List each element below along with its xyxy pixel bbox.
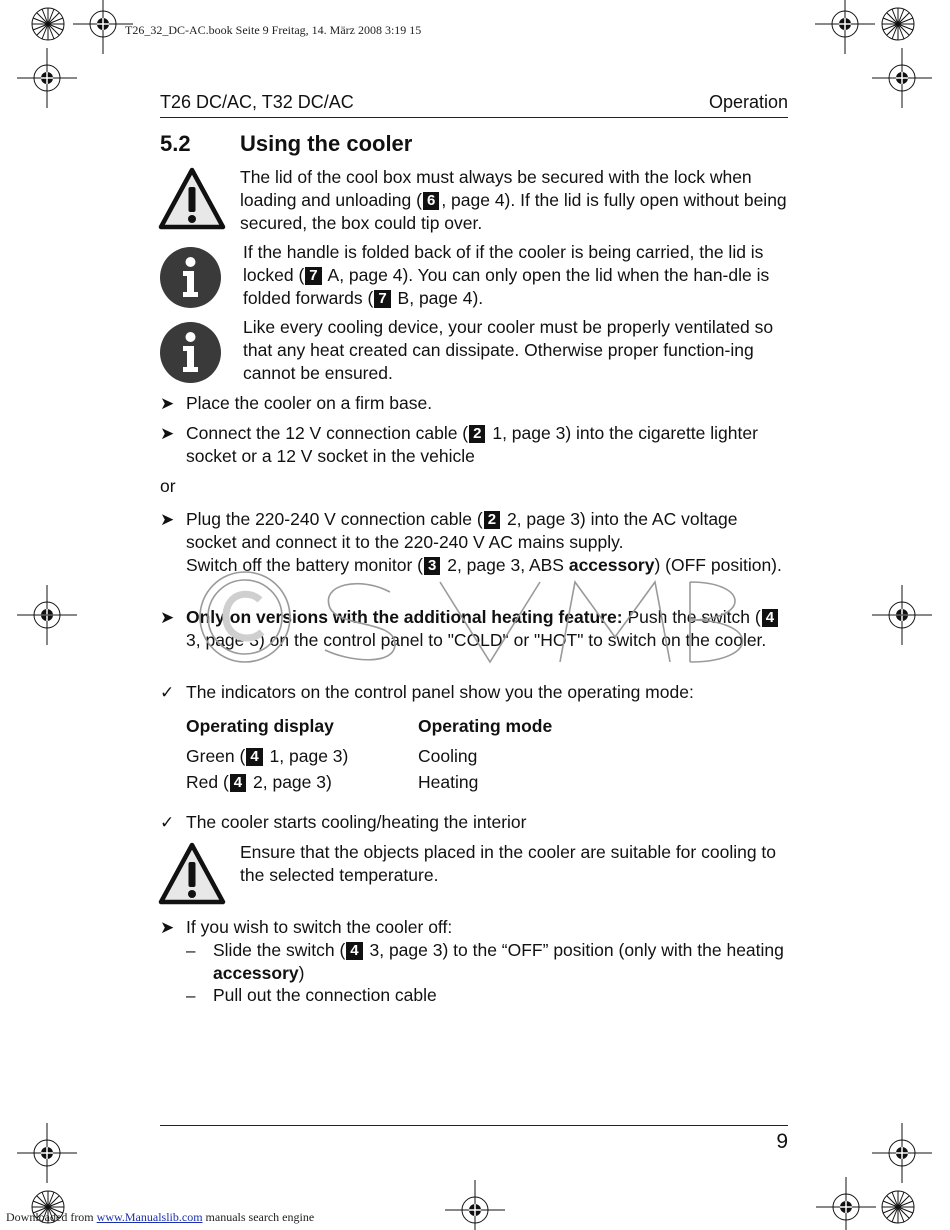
step-switch-off: If you wish to switch the cooler off: bbox=[186, 917, 453, 937]
running-header-section: Operation bbox=[708, 92, 788, 112]
page-number: 9 bbox=[776, 1130, 788, 1153]
figure-badge: 4 bbox=[346, 942, 362, 960]
figure-badge: 7 bbox=[374, 290, 390, 308]
download-footer: Downloaded from www.Manualslib.com manuals search engine bbox=[6, 1210, 315, 1224]
info-note-handle: If the handle is folded back of if the cooler is being carried, the lid is locked ( 7 A, page 4). You can only open the lid when the han-dle is folded forwards ( 7 B, page 4). bbox=[243, 242, 770, 308]
info-icon bbox=[159, 246, 222, 309]
substep-slide-switch: Slide the switch ( 4 3, page 3) to the “OFF” position (only with the heating accessory) bbox=[213, 940, 784, 983]
substep-pull-cable: Pull out the connection cable bbox=[213, 985, 437, 1005]
figure-badge: 3 bbox=[424, 557, 440, 575]
figure-badge: 2 bbox=[484, 511, 500, 529]
arrow-bullet-icon: ➤ bbox=[160, 394, 175, 413]
table-cell-display: Red ( 4 2, page 3) bbox=[186, 772, 332, 792]
print-info-line: T26_32_DC-AC.book Seite 9 Freitag, 14. März 2008 3:19 15 bbox=[125, 23, 422, 37]
result-cooling-starts: The cooler starts cooling/heating the interior bbox=[186, 812, 527, 832]
running-header-title: T26 DC/AC, T32 DC/AC bbox=[160, 92, 354, 112]
warning-note-lid: The lid of the cool box must always be secured with the lock when loading and unloading ( 6 , page 4). If the lid is fully open without being secured, the box could tip over. bbox=[240, 167, 787, 233]
or-label: or bbox=[160, 476, 176, 496]
warning-icon bbox=[158, 842, 226, 906]
table-cell-mode: Heating bbox=[418, 772, 479, 792]
table-header-mode: Operating mode bbox=[418, 716, 553, 736]
table-header-display: Operating display bbox=[186, 716, 334, 736]
dash-bullet-icon: – bbox=[186, 986, 196, 1005]
table-cell-mode: Cooling bbox=[418, 746, 478, 766]
step-heating-switch: Only on versions with the additional heating feature: Push the switch ( 4 3, page 3) on the control panel to "COLD" or "HOT" to switch on the cooler. bbox=[186, 606, 788, 652]
figure-badge: 6 bbox=[423, 192, 439, 210]
arrow-bullet-icon: ➤ bbox=[160, 608, 175, 627]
step-connect-12v: Connect the 12 V connection cable ( 2 1, page 3) into the cigarette lighter socket or a 12 V socket in the vehicle bbox=[186, 423, 758, 466]
warning-icon bbox=[158, 167, 226, 231]
info-icon bbox=[159, 321, 222, 384]
info-note-ventilation: Like every cooling device, your cooler must be properly ventilated so that any heat created can dissipate. Otherwise proper function-ing cannot be ensured. bbox=[243, 317, 774, 383]
section-number: 5.2 bbox=[160, 131, 191, 156]
figure-badge: 2 bbox=[469, 425, 485, 443]
header-rule bbox=[160, 117, 788, 118]
check-result-icon: ✓ bbox=[160, 813, 175, 832]
result-indicators: The indicators on the control panel show you the operating mode: bbox=[186, 682, 694, 702]
check-result-icon: ✓ bbox=[160, 683, 175, 702]
step-place-cooler: Place the cooler on a firm base. bbox=[186, 393, 433, 413]
section-title: Using the cooler bbox=[240, 131, 413, 156]
step-connect-ac: Plug the 220-240 V connection cable ( 2 2, page 3) into the AC voltage socket and connect it to the 220-240 V AC mains supply. Switch off the battery monitor ( 3 2, page 3, ABS accessory) (OFF position). bbox=[186, 509, 782, 575]
arrow-bullet-icon: ➤ bbox=[160, 424, 175, 443]
warning-note-objects: Ensure that the objects placed in the cooler are suitable for cooling to the selected temperature. bbox=[240, 842, 777, 885]
footer-rule bbox=[160, 1125, 788, 1126]
figure-badge: 4 bbox=[246, 748, 262, 766]
manualslib-link[interactable]: www.Manualslib.com bbox=[96, 1210, 203, 1224]
table-cell-display: Green ( 4 1, page 3) bbox=[186, 746, 349, 766]
figure-badge: 4 bbox=[230, 774, 246, 792]
arrow-bullet-icon: ➤ bbox=[160, 918, 175, 937]
arrow-bullet-icon: ➤ bbox=[160, 510, 175, 529]
dash-bullet-icon: – bbox=[186, 941, 196, 960]
figure-badge: 7 bbox=[305, 267, 321, 285]
figure-badge: 4 bbox=[762, 609, 778, 627]
